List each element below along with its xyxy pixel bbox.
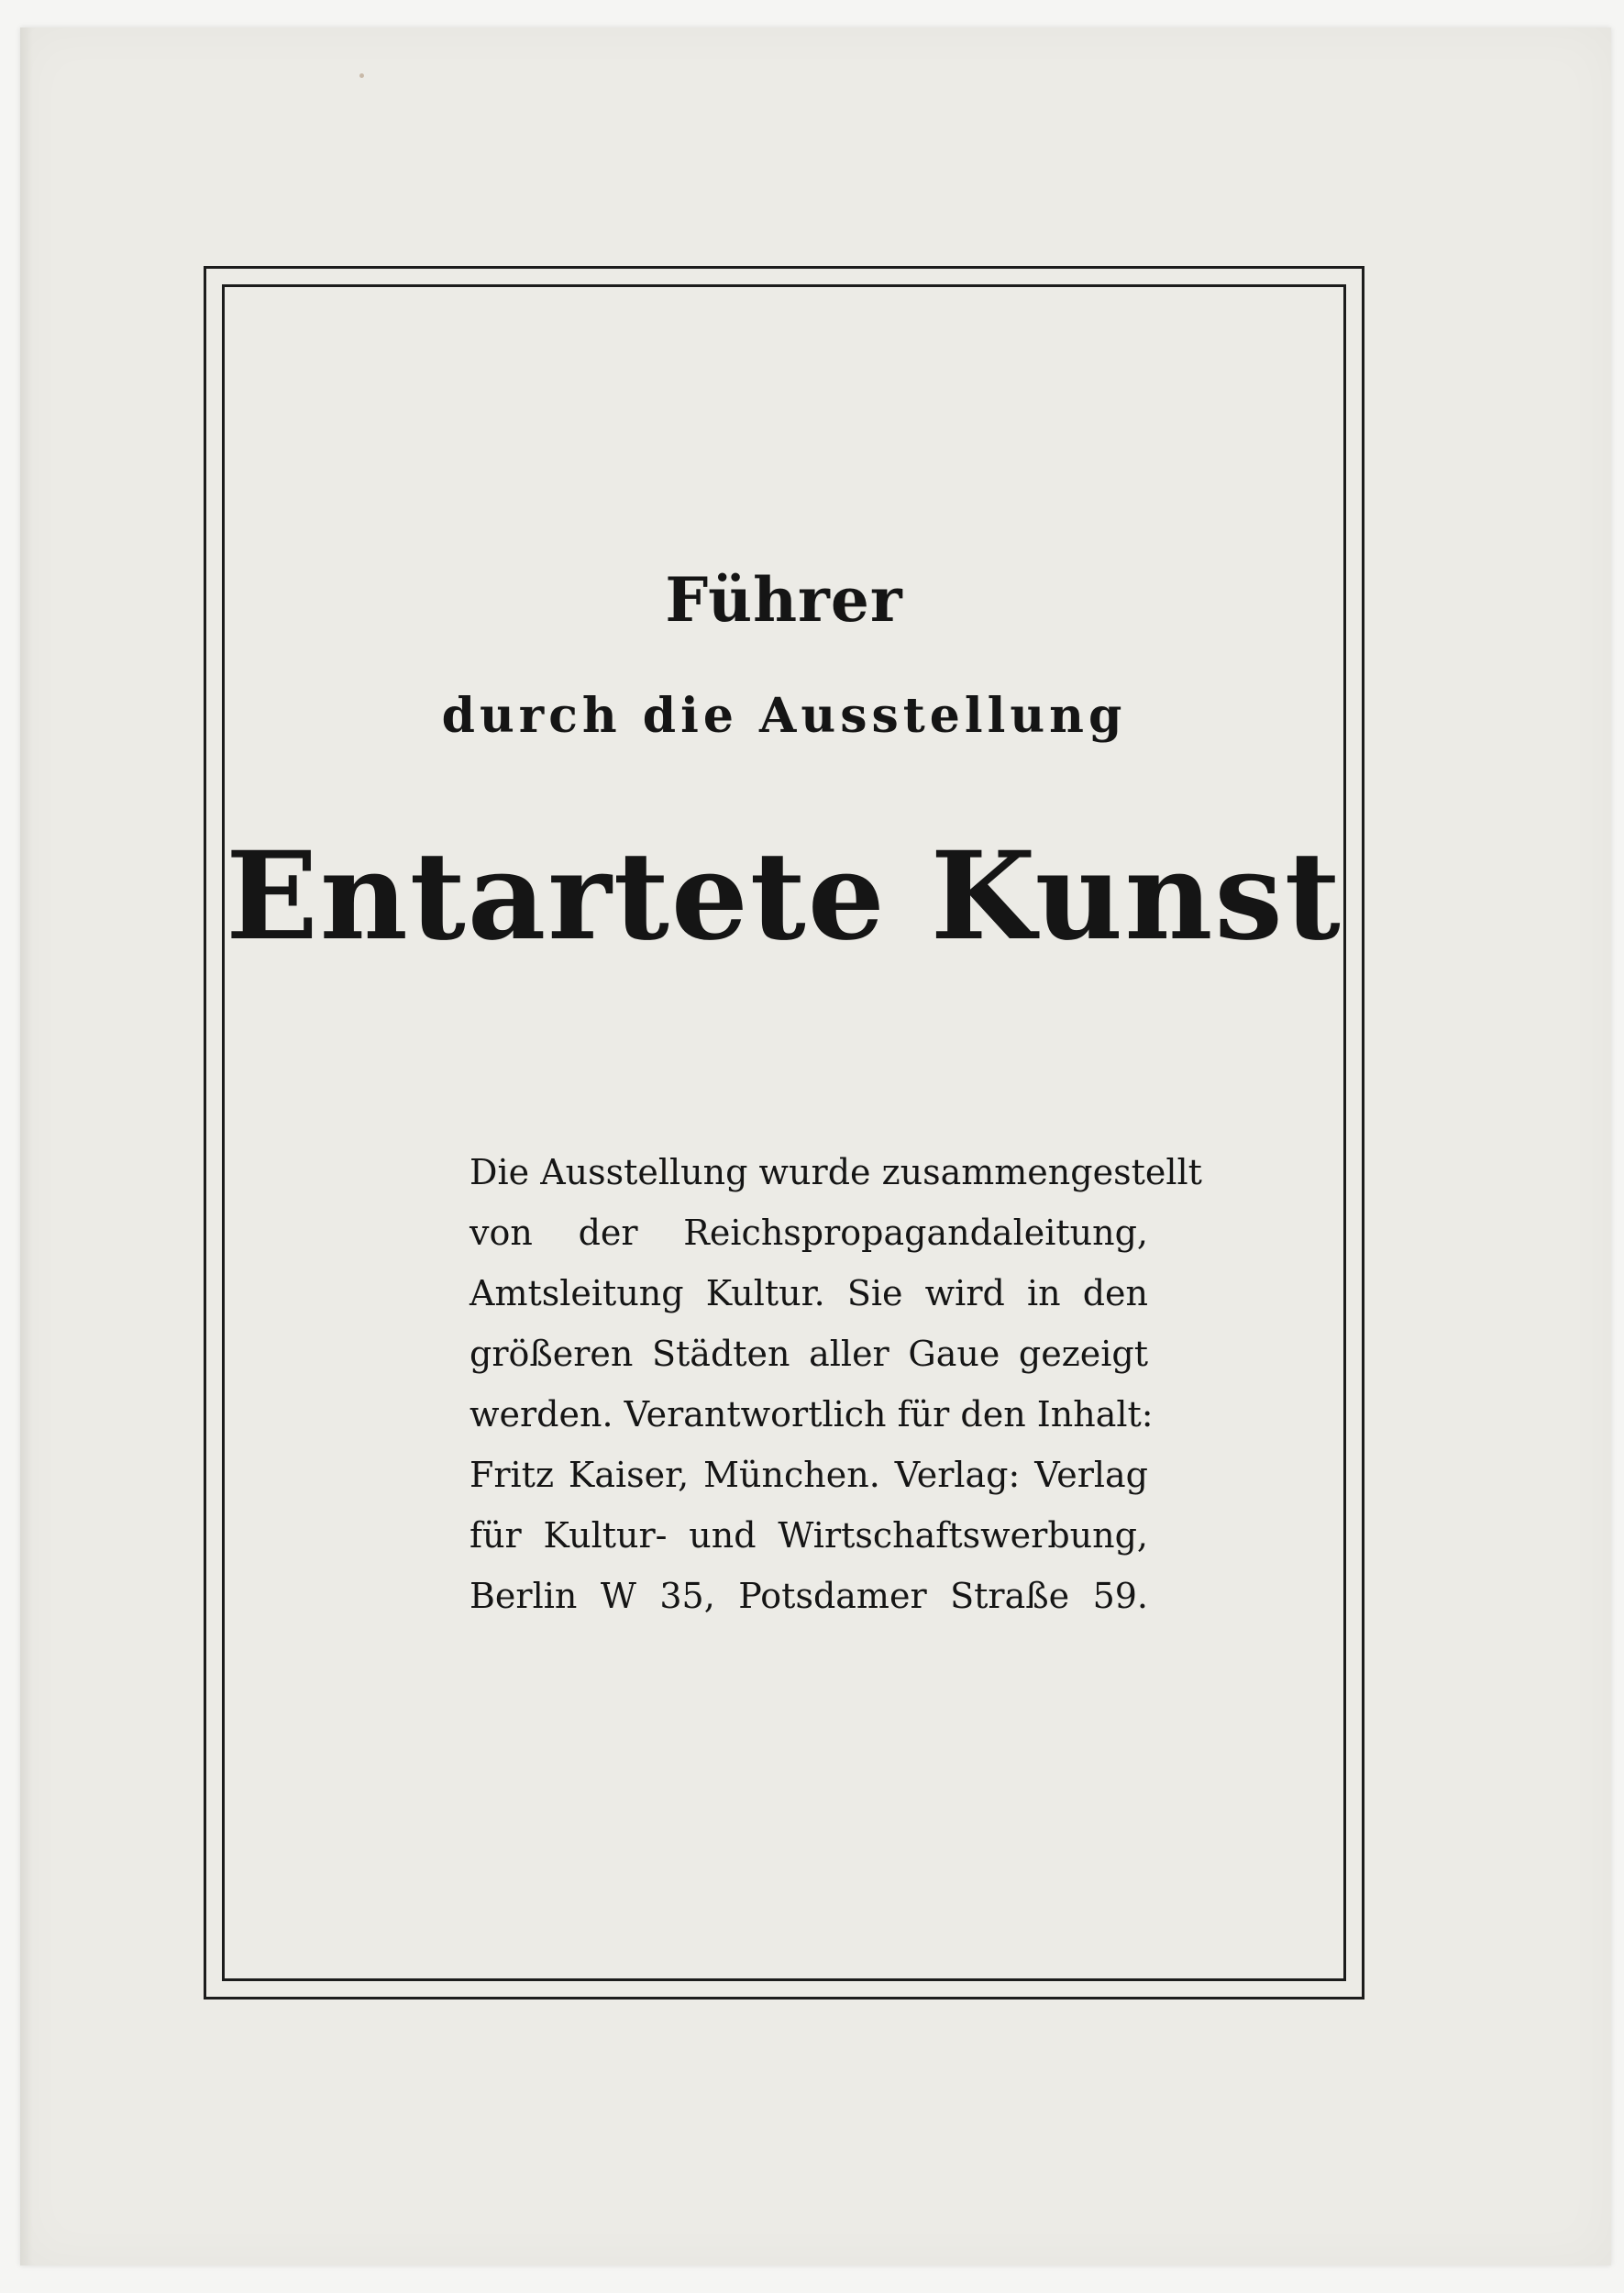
page-content <box>222 284 1346 1981</box>
heading: Führer <box>665 564 903 636</box>
imprint-line: Amtsleitung Kultur. Sie wird in den <box>470 1273 1148 1313</box>
imprint-line: größeren Städten aller Gaue gezeigt <box>470 1334 1148 1374</box>
imprint-line: werden. Verantwortlich für den Inhalt: <box>470 1394 1154 1435</box>
imprint-line: für Kultur- und Wirtschaftswerbung, <box>470 1515 1148 1556</box>
imprint-paragraph <box>470 1142 1202 1626</box>
page-binding-edge <box>20 28 33 2265</box>
booklet-page <box>20 28 1611 2265</box>
imprint-line: von der Reichspropagandaleitung, <box>470 1213 1148 1253</box>
page-title: Entartete Kunst <box>226 825 1342 968</box>
subheading: durch die Ausstellung <box>441 688 1127 744</box>
imprint-line: Fritz Kaiser, München. Verlag: Verlag <box>470 1455 1148 1495</box>
imprint-line: Berlin W 35, Potsdamer Straße 59. <box>470 1576 1148 1616</box>
imprint-line: Die Ausstellung wurde zusammengestellt <box>470 1152 1202 1192</box>
paper-speck <box>359 73 364 78</box>
